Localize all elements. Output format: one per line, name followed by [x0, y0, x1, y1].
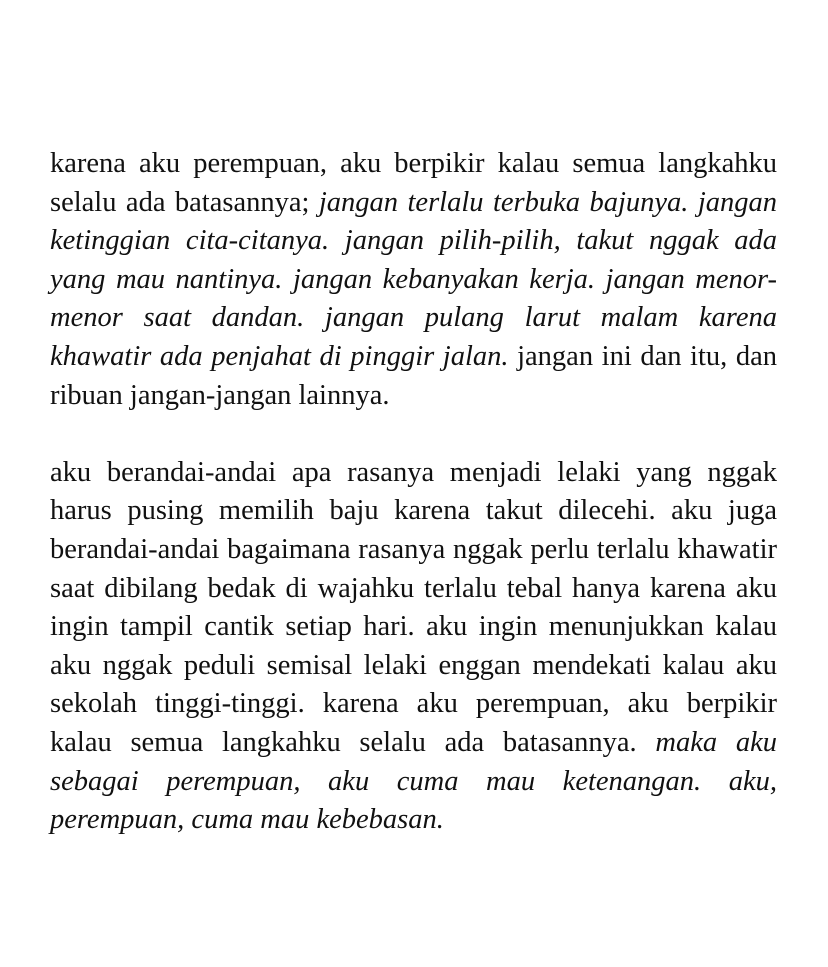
paragraph-1-text: karena aku perempuan, aku berpikir kalau semua langkahku selalu ada batasannya;	[50, 148, 777, 218]
document-body	[50, 145, 777, 840]
paragraph-1	[50, 145, 777, 415]
paragraph-2	[50, 454, 777, 840]
paragraph-1-italic-text: jangan terlalu terbuka bajunya. jangan ketinggian cita-citanya. jangan pilih-pilih, takut nggak ada yang mau nantinya. jangan kebanyakan kerja. jangan menor-menor saat dandan. jangan pulang larut malam karena khawatir ada penjahat di pinggir jalan.	[50, 186, 777, 372]
paragraph-2-italic-text: maka aku sebagai perempuan, aku cuma mau ketenangan. aku, perempuan, cuma mau kebebasan.	[50, 726, 777, 836]
paragraph-2-text: aku berandai-andai apa rasanya menjadi lelaki yang nggak harus pusing memilih baju karena takut dilecehi. aku juga berandai-andai bagaimana rasanya nggak perlu terlalu khawatir saat dibilang bedak di wajahku terlalu tebal hanya karena aku ingin tampil cantik setiap hari. aku ingin menunjukkan kalau aku nggak peduli semisal lelaki enggan mendekati kalau aku sekolah tinggi-tinggi. karena aku perempuan, aku berpikir kalau semua langkahku selalu ada batasannya.	[50, 456, 777, 758]
paragraph-1-closing-text: jangan ini dan itu, dan ribuan jangan-jangan lainnya.	[50, 340, 777, 411]
